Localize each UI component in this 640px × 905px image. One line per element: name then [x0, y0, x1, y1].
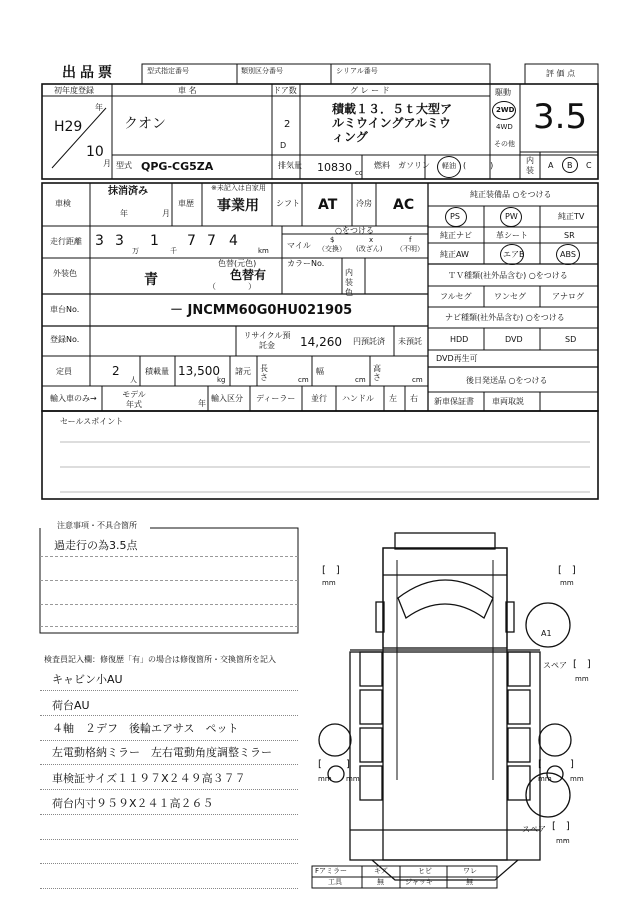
- diagram-mm-spare1: mm: [575, 675, 589, 683]
- equip-airbag: エアB: [503, 250, 525, 259]
- door-d: D: [280, 141, 287, 150]
- inspector-line-6: 荷台内寸９５９X２４１高２６５: [52, 797, 214, 810]
- car-name: クオン: [124, 116, 166, 132]
- equip-leather: 革シート: [496, 231, 528, 240]
- diagram-a1: A1: [541, 629, 552, 638]
- tv-title: ＴＶ種類(社外品含む) ○をつける: [448, 271, 568, 280]
- bottom-tools-label: 工具: [328, 878, 342, 886]
- fuel-label: 燃料: [374, 161, 390, 170]
- inspection-status: 抹消済み: [108, 186, 148, 197]
- interior-label: 内装: [526, 156, 534, 175]
- displacement-value: 10830: [317, 161, 352, 174]
- capacity-unit: 人: [130, 376, 137, 384]
- bottom-jack-value: 無: [466, 878, 473, 886]
- era-value: H29: [54, 119, 83, 135]
- interior-color-label: 内装色: [345, 268, 353, 297]
- dim-label: 諸元: [235, 367, 251, 376]
- after-warranty: 新車保証書: [434, 397, 474, 406]
- equip-ps: PS: [450, 212, 460, 221]
- load-value: 13,500: [178, 364, 220, 378]
- reg-label: 登録No.: [50, 335, 80, 344]
- drive-2wd: 2WD: [496, 106, 515, 114]
- inspector-rule: [40, 715, 298, 716]
- mileage-tamper-label: (改ざん): [356, 245, 383, 253]
- mileage-tamper: x: [369, 236, 374, 244]
- tv-analog: アナログ: [552, 292, 584, 301]
- interior-c: C: [586, 161, 592, 170]
- model-label: 型式: [116, 161, 132, 170]
- rating-label: 評 価 点: [546, 69, 576, 78]
- diagram-mm-rr2: mm: [570, 775, 584, 783]
- bottom-h1: Fアミラー: [315, 867, 348, 875]
- capacity-label: 定員: [56, 367, 72, 376]
- after-title: 後日発送品 ○をつける: [466, 376, 548, 385]
- chassis-value: － JNCMM60G0HU021905: [170, 303, 353, 318]
- mileage-swap-label: （交換）: [318, 245, 346, 253]
- first-reg-label: 初年度登録: [54, 86, 94, 95]
- load-label: 積載量: [145, 367, 169, 376]
- displacement-label: 排気量: [278, 161, 302, 170]
- paint-paren: （ ）: [208, 282, 256, 291]
- model-year-label: モデル年式: [122, 390, 146, 409]
- diagram-mm-rl2: mm: [346, 775, 360, 783]
- diagram-mm-rl1: mm: [318, 775, 332, 783]
- diagram-bracket-fr: [ ]: [558, 565, 576, 576]
- mileage-digit-3: 1: [150, 233, 159, 249]
- recycle-not-deposited: 未預託: [398, 337, 422, 346]
- recycle-label: リサイクル預託金: [243, 331, 291, 350]
- aircon-value: AC: [393, 197, 415, 213]
- inspection-year: 年: [120, 209, 128, 218]
- after-manual: 車両取説: [492, 397, 524, 406]
- diagram-spare-2: スペア: [522, 825, 546, 834]
- inspector-line-4: 左電動格納ミラー 左右電動角度調整ミラー: [52, 746, 272, 759]
- length-label: 長さ: [260, 364, 268, 382]
- diagram-bracket-fl: [ ]: [322, 565, 340, 576]
- notes-line: [40, 626, 298, 627]
- height-unit: cm: [412, 376, 423, 384]
- equip-sr: SR: [564, 231, 575, 240]
- height-label: 高さ: [373, 364, 381, 382]
- mileage-digit-5: 7: [207, 233, 216, 249]
- history-value: 事業用: [217, 198, 259, 214]
- color-value: 青: [144, 272, 158, 288]
- inspector-line-2: 荷台AU: [52, 699, 90, 712]
- mileage-sen: 千: [170, 247, 177, 255]
- bottom-h3: ヒビ: [418, 867, 432, 875]
- bottom-h4: ワレ: [463, 867, 477, 875]
- color-label: 外装色: [53, 269, 77, 278]
- mileage-digit-4: 7: [187, 233, 196, 249]
- inspection-month: 月: [162, 209, 170, 218]
- equip-ps-circle: [445, 207, 467, 227]
- diagram-mm-rr1: mm: [538, 775, 552, 783]
- mileage-man: 万: [132, 247, 139, 255]
- inspector-rule: [40, 789, 298, 790]
- doors-label: ドア数: [273, 86, 297, 95]
- serial-label: シリアル番号: [336, 67, 378, 75]
- inspector-line-1: キャビン小AU: [52, 673, 123, 686]
- fuel-gasoline: ガソリン: [398, 161, 430, 170]
- mileage-unknown-label: （不明）: [396, 245, 424, 253]
- equip-tv: 純正TV: [558, 212, 585, 221]
- handle-left: 左: [389, 394, 397, 403]
- import-parallel: 並行: [311, 394, 327, 403]
- chassis-label: 車台No.: [50, 305, 80, 314]
- grade-label: グ レ ー ド: [350, 86, 390, 95]
- capacity-value: 2: [112, 364, 120, 378]
- inspector-rule: [40, 764, 298, 765]
- shift-label: シフト: [276, 199, 300, 208]
- equip-pw: PW: [505, 212, 518, 221]
- drive-2wd-circle: [492, 101, 516, 120]
- navi-title: ナビ種類(社外品含む) ○をつける: [445, 313, 565, 322]
- score-value: 3.5: [533, 97, 588, 137]
- grade-line-1: 積載１３．５ｔ大型ア: [332, 102, 453, 116]
- fuel-diesel-circle: [437, 156, 461, 178]
- paint-value: 色替有: [230, 268, 267, 282]
- width-unit: cm: [355, 376, 366, 384]
- tv-oneseg: ワンセグ: [494, 292, 526, 301]
- handle-right: 右: [410, 394, 418, 403]
- notes-text: 過走行の為3.5点: [54, 539, 138, 552]
- mileage-check: ○をつける: [335, 226, 374, 235]
- diagram-mm-spare2: mm: [556, 837, 570, 845]
- class-no-label: 類別区分番号: [241, 67, 283, 75]
- mileage-digit-2: 3: [115, 233, 124, 249]
- aircon-label: 冷房: [356, 199, 372, 208]
- equip-title: 純正装備品 ○をつける: [470, 190, 552, 199]
- diagram-bracket-rl1: [: [318, 759, 322, 770]
- mileage-digit-6: 4: [229, 233, 238, 249]
- diagram-bracket-spare1: [ ]: [573, 659, 591, 670]
- drive-4wd: 4WD: [496, 123, 513, 131]
- navi-sd: SD: [565, 335, 577, 344]
- diagram-mm-fr: mm: [560, 579, 574, 587]
- load-unit: kg: [217, 376, 226, 384]
- month-value: 10: [86, 144, 104, 160]
- diagram-mm-fl: mm: [322, 579, 336, 587]
- drive-label: 駆動: [495, 88, 511, 97]
- handle-label: ハンドル: [342, 394, 374, 403]
- inspector-rule: [40, 863, 298, 864]
- diagram-bracket-rr2: ]: [570, 759, 574, 770]
- mileage-km: km: [258, 247, 269, 255]
- equip-navi: 純正ナビ: [440, 231, 472, 240]
- width-label: 幅: [316, 367, 324, 376]
- cc-unit: cc: [355, 169, 363, 177]
- notes-line: [40, 580, 298, 581]
- mileage-digit-1: 3: [95, 233, 104, 249]
- import-div-label: 輸入区分: [211, 394, 243, 403]
- bottom-jack-label: ジャッキ: [405, 878, 433, 886]
- equip-abs: ABS: [560, 250, 576, 259]
- grade-line-3: ィング: [332, 130, 368, 144]
- import-dealer: ディーラー: [256, 394, 296, 403]
- equip-aw: 純正AW: [440, 250, 469, 259]
- navi-hdd: HDD: [450, 335, 469, 344]
- notes-label: 注意事項・不具合箇所: [54, 522, 140, 530]
- month-unit: 月: [103, 159, 111, 168]
- model-year-unit: 年: [198, 399, 206, 408]
- inspector-label: 検査員記入欄：修復歴「有」の場合は修復箇所・交換箇所を記入: [44, 655, 276, 664]
- equip-pw-circle: [500, 207, 522, 227]
- notes-line: [40, 604, 298, 605]
- interior-a: A: [548, 161, 554, 170]
- color-no-label: カラーNo.: [287, 259, 325, 268]
- car-name-label: 車 名: [178, 86, 197, 95]
- import-label: 輸入車のみ→: [50, 394, 97, 403]
- notes-line: [40, 556, 298, 557]
- navi-dvd: DVD: [505, 335, 523, 344]
- grade-line-2: ルミウイングアルミウ: [332, 116, 451, 130]
- paint-label: 色替(元色): [218, 259, 257, 268]
- bottom-h2: キズ: [374, 867, 388, 875]
- history-note: ※未記入は自家用: [211, 184, 266, 192]
- inspection-label: 車検: [55, 199, 71, 208]
- inspector-rule: [40, 690, 298, 691]
- year-unit: 年: [95, 103, 103, 112]
- interior-b: B: [567, 161, 573, 170]
- diagram-bracket-rr1: [: [538, 759, 542, 770]
- model-value: QPG-CG5ZA: [141, 160, 214, 173]
- tv-fullseg: フルセグ: [440, 292, 472, 301]
- fuel-diesel: 軽油: [442, 162, 456, 170]
- type-cert-label: 型式指定番号: [147, 67, 189, 75]
- equip-airbag-circle: [500, 244, 524, 265]
- recycle-deposited: 円預託済: [353, 337, 385, 346]
- mileage-unknown: f: [409, 236, 412, 244]
- history-label: 車歴: [178, 199, 194, 208]
- interior-b-circle: [562, 157, 578, 173]
- diagram-spare-1: スペア: [543, 661, 567, 670]
- recycle-value: 14,260: [300, 335, 342, 349]
- bottom-tools-value: 無: [377, 878, 384, 886]
- inspector-rule: [40, 814, 298, 815]
- diagram-bracket-rl2: ]: [346, 759, 350, 770]
- length-unit: cm: [298, 376, 309, 384]
- mileage-mile: マイル: [287, 241, 311, 250]
- sales-point-label: セールスポイント: [60, 417, 124, 426]
- inspector-rule: [40, 740, 298, 741]
- inspector-rule: [40, 839, 298, 840]
- diagram-bracket-spare2: [ ]: [552, 821, 570, 832]
- shift-value: AT: [318, 197, 338, 213]
- door-count: 2: [284, 119, 291, 130]
- drive-other: その他: [494, 140, 515, 148]
- dvd-playback: DVD再生可: [436, 354, 478, 363]
- equip-abs-circle: [556, 244, 580, 265]
- fuel-paren: ( ): [463, 161, 494, 170]
- inspector-rule: [40, 888, 298, 889]
- mileage-label: 走行距離: [50, 237, 82, 246]
- inspector-line-3: ４軸 ２デフ 後輪エアサス ペット: [52, 722, 239, 735]
- form-title: 出品票: [62, 65, 116, 81]
- mileage-swap: $: [330, 236, 335, 244]
- inspector-line-5: 車検証サイズ１１９７X２４９高３７７: [52, 772, 246, 785]
